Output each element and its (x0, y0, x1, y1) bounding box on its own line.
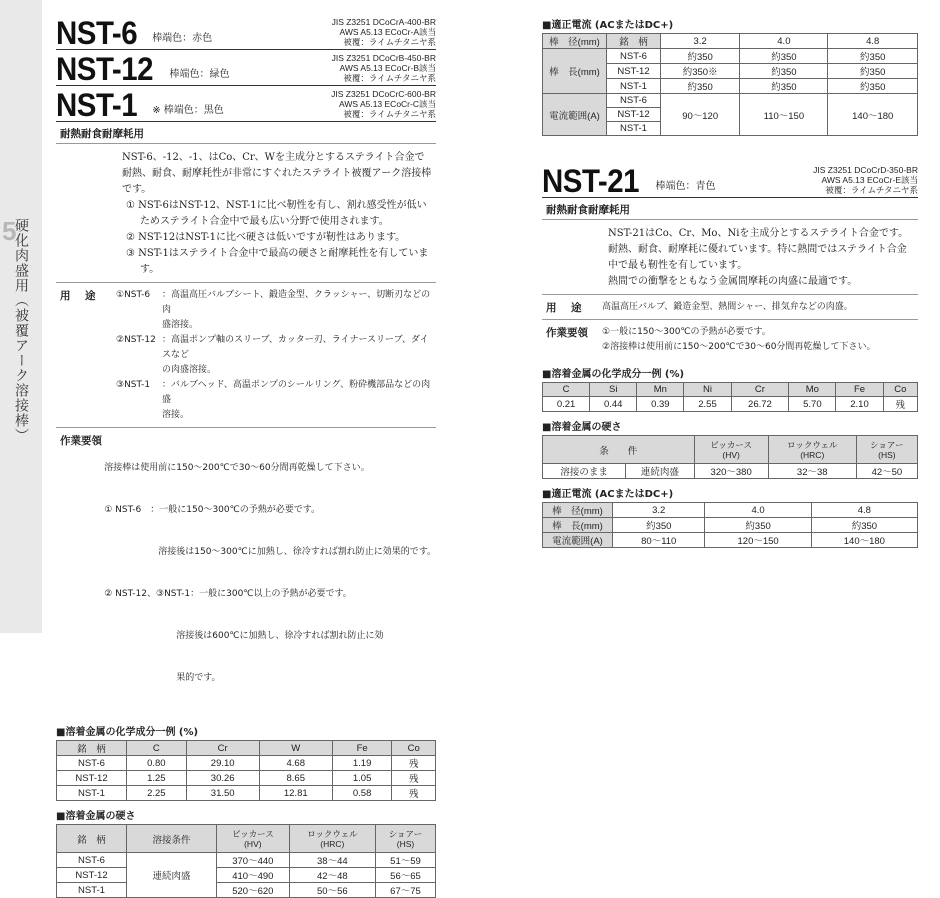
cell-dia: 4.0 (740, 34, 828, 49)
product-description (542, 220, 918, 294)
product-name: NST-21 (542, 163, 640, 199)
cell: NST-6 (57, 853, 127, 868)
th-label: ロックウェル (786, 439, 838, 450)
th-current: 電流範囲(A) (543, 94, 607, 136)
work-line: 溶接後は150～300℃に加熱し、徐冷すれば割れ防止に効果的です。 (104, 547, 436, 557)
cell: 4.68 (259, 756, 332, 771)
th-w: W (259, 741, 332, 756)
product-description (56, 144, 436, 282)
cell: 約350 (613, 518, 705, 533)
cell: 29.10 (186, 756, 259, 771)
usage-text: 高温高圧バルブ、鍛造金型、熱間シャー、排気弁などの肉盛。 (602, 302, 853, 312)
table-row (57, 868, 436, 883)
usage-text: ：高温ポンプ軸のスリーブ、カッター刃、ライナースリーブ、ダイスなど (162, 335, 429, 360)
th: Si (590, 383, 637, 397)
usage-label: 用 途 (60, 290, 98, 302)
chem-title: ■溶着金属の化学成分一例 (%) (56, 727, 199, 738)
cell: 残 (392, 771, 436, 786)
th-cr: Cr (186, 741, 259, 756)
th-brand: 銘 柄 (57, 741, 127, 756)
current-title-2: ■適正電流 (ACまたはDC+) (542, 489, 674, 500)
work-line: 溶接棒は使用前に150～200℃で30～60分間再乾燥して下さい。 (104, 463, 370, 473)
cell: 42～48 (289, 868, 375, 883)
cell-current: 90～120 (661, 94, 740, 136)
cell: NST-12 (607, 108, 661, 122)
current-table-1 (542, 33, 918, 136)
table-row (57, 853, 436, 868)
cell: 0.21 (543, 397, 590, 412)
table-row (57, 771, 436, 786)
cell: 約350 (828, 49, 918, 64)
application-subtitle: 耐熱耐食耐摩耗用 (56, 122, 436, 144)
right-column (542, 16, 918, 548)
work-content (602, 325, 918, 355)
work-label: 作業要領 (546, 327, 588, 339)
cell: NST-1 (607, 122, 661, 136)
usage-brand: ①NST-6 (116, 290, 151, 300)
cell: 溶接のまま (543, 464, 626, 479)
th-diameter: 棒 径(mm) (543, 34, 607, 49)
cell: NST-12 (57, 868, 127, 883)
product-color: ※ 棒端色：黒色 (152, 105, 224, 116)
cell: 0.39 (637, 397, 684, 412)
cell: NST-6 (607, 49, 661, 64)
th-label: ショアー (388, 828, 423, 839)
cell: 残 (392, 756, 436, 771)
usage-section (56, 282, 436, 427)
desc-point-2: ② NST-12はNST-1に比べ硬さは低いですが靭性はあります。 (126, 232, 406, 243)
th-unit: (HV) (244, 838, 262, 849)
th-vickers (217, 825, 290, 853)
product-name: NST-12 (56, 51, 154, 87)
cell: 0.58 (332, 786, 392, 801)
th-vickers (694, 436, 768, 464)
th-co: Co (392, 741, 436, 756)
table-row (543, 533, 918, 548)
product-header-nst21 (542, 162, 918, 198)
table-row (543, 503, 918, 518)
cell: 0.44 (590, 397, 637, 412)
chem-title: ■溶着金属の化学成分一例 (%) (542, 369, 685, 380)
cell: 32～38 (768, 464, 856, 479)
spec-jis: JIS Z3251 DCoCrA-400-BR (331, 17, 436, 27)
desc-paragraph: NST-21はCo、Cr、Mo、Niを主成分とするステライト合金です。耐熱、耐食、耐摩耗に優れています。特に熱間ではステライト合金中で最も靭性を有しています。 (608, 228, 909, 271)
usage-label: 用 途 (546, 302, 584, 314)
product-name: NST-6 (56, 15, 138, 51)
usage-item (116, 288, 436, 318)
product-header-nst12 (56, 50, 436, 86)
cell: 5.70 (789, 397, 836, 412)
th-label: ロックウェル (307, 828, 358, 839)
chapter-sidebar (0, 0, 42, 633)
th: Co (883, 383, 917, 397)
cell: 約350 (661, 49, 740, 64)
table-header-row (543, 436, 918, 464)
cell: 2.55 (684, 397, 731, 412)
desc-paragraph: 熱間での衝撃をともなう金属間摩耗の肉盛に最適です。 (608, 276, 858, 287)
table-header-row (57, 825, 436, 853)
th-rockwell (768, 436, 856, 464)
cell: NST-12 (607, 64, 661, 79)
cell: 140～180 (811, 533, 917, 548)
spec-coating: 被覆：ライムチタニヤ系 (825, 185, 918, 195)
cell: NST-1 (57, 883, 127, 898)
th-condition: 溶接条件 (127, 825, 217, 853)
usage-brand: ②NST-12 (116, 335, 156, 345)
product-color: 棒端色：青色 (655, 181, 716, 192)
table-row (543, 94, 918, 108)
work-section (56, 427, 436, 717)
work-line: ② NST-12、③NST-1：一般に300℃以上の予熱が必要です。 (104, 589, 352, 599)
work-label: 作業要領 (60, 435, 102, 447)
spec-jis: JIS Z3251 DCoCrD-350-BR (813, 165, 918, 175)
work-line: ①一般に150～300℃の予熱が必要です。 (602, 327, 771, 337)
cell: 3.2 (613, 503, 705, 518)
work-line: 溶接後は600℃に加熱し、徐冷すれば割れ防止に効 (104, 631, 384, 641)
cell: 1.19 (332, 756, 392, 771)
current-title-1: ■適正電流 (ACまたはDC+) (542, 20, 674, 31)
th-unit: (HRC) (800, 449, 825, 460)
table-row (543, 518, 918, 533)
work-content (104, 433, 436, 713)
desc-point-1: ① NST-6はNST-12、NST-1に比べ靭性を有し、割れ感受性が低いためステライト合金中で最も広い分野で使用されます。 (126, 200, 427, 227)
cell: 1.25 (127, 771, 187, 786)
usage-text: ：バルブヘッド、高温ポンプのシールリング、粉砕機部品などの肉盛 (162, 380, 431, 405)
cell: 2.10 (836, 397, 883, 412)
cell: 約350 (740, 49, 828, 64)
hardness-title: ■溶着金属の硬さ (542, 422, 622, 433)
usage-text-cont: 溶接。 (162, 410, 190, 420)
cell: 約350 (740, 79, 828, 94)
product-color: 棒端色：赤色 (152, 33, 213, 44)
hardness-table (542, 435, 918, 479)
cell: NST-12 (57, 771, 127, 786)
product-header-nst1 (56, 86, 436, 122)
th-unit: (HS) (878, 449, 896, 460)
work-line: 果的です。 (104, 673, 221, 683)
cell: NST-6 (607, 94, 661, 108)
spec-jis: JIS Z3251 DCoCrB-450-BR (331, 53, 436, 63)
cell: 67～75 (375, 883, 435, 898)
chem-table (542, 382, 918, 412)
table-row (57, 756, 436, 771)
th-label: ビッカース (710, 439, 752, 450)
table-row (543, 464, 918, 479)
th-rockwell (289, 825, 375, 853)
table-row (57, 883, 436, 898)
work-line: ① NST-6 ：一般に150～300℃の予熱が必要です。 (104, 505, 321, 515)
cell: 4.8 (811, 503, 917, 518)
cell: 残 (883, 397, 917, 412)
cell-current: 110～150 (740, 94, 828, 136)
cell: 520～620 (217, 883, 290, 898)
th: C (543, 383, 590, 397)
cell: 320～380 (694, 464, 768, 479)
th-length: 棒 長(mm) (543, 49, 607, 94)
cell-condition: 連続肉盛 (127, 853, 217, 898)
cell: 8.65 (259, 771, 332, 786)
cell: NST-1 (57, 786, 127, 801)
product-spec (813, 165, 918, 195)
spec-aws: AWS A5.13 ECoCr-A該当 (339, 27, 436, 37)
current-table-2 (542, 502, 918, 548)
usage-content (116, 288, 436, 423)
usage-item (116, 333, 436, 363)
cell-current: 140～180 (828, 94, 918, 136)
cell: 410～490 (217, 868, 290, 883)
th: Mn (637, 383, 684, 397)
cell: NST-1 (607, 79, 661, 94)
spec-aws: AWS A5.13 ECoCr-E該当 (821, 175, 918, 185)
th: Fe (836, 383, 883, 397)
th-c: C (127, 741, 187, 756)
cell: 42～50 (856, 464, 917, 479)
hardness-table (56, 824, 436, 898)
desc-paragraph: NST-6、-12、-1、はCo、Cr、Wを主成分とするステライト合金で耐熱、耐食、耐摩耗性が非常にすぐれたステライト被覆アーク溶接棒です。 (122, 152, 432, 195)
cell: 約350 (705, 518, 811, 533)
cell: 56～65 (375, 868, 435, 883)
th: Cr (731, 383, 789, 397)
th-shore (375, 825, 435, 853)
cell: 4.0 (705, 503, 811, 518)
product-name: NST-1 (56, 87, 138, 123)
spec-jis: JIS Z3251 DCoCrC-600-BR (331, 89, 436, 99)
chapter-title: 硬化肉盛用（被覆アーク溶接棒） (13, 218, 29, 443)
chem-table (56, 740, 436, 801)
product-spec (331, 89, 436, 119)
th-diameter: 棒 径(mm) (543, 503, 613, 518)
desc-point-3: ③ NST-1はステライト合金中で最高の硬さと耐摩耗性を有しています。 (126, 248, 429, 275)
product-header-nst6 (56, 14, 436, 50)
th-condition: 条 件 (543, 436, 695, 464)
th-fe: Fe (332, 741, 392, 756)
th: Mo (789, 383, 836, 397)
th-length: 棒 長(mm) (543, 518, 613, 533)
cell: 50～56 (289, 883, 375, 898)
work-section (542, 319, 918, 359)
cell: 1.05 (332, 771, 392, 786)
th-label: ビッカース (231, 828, 274, 839)
cell: 約350 (811, 518, 917, 533)
th-brand: 銘 柄 (57, 825, 127, 853)
cell: 0.80 (127, 756, 187, 771)
cell: 約350 (740, 64, 828, 79)
cell: 120～150 (705, 533, 811, 548)
cell-dia: 3.2 (661, 34, 740, 49)
product-spec (332, 17, 436, 47)
usage-text-cont: 盛溶接。 (162, 320, 199, 330)
th-current: 電流範囲(A) (543, 533, 613, 548)
cell: 30.26 (186, 771, 259, 786)
cell: 370～440 (217, 853, 290, 868)
cell: 約350 (828, 64, 918, 79)
usage-text-cont: の肉盛溶接。 (162, 365, 217, 375)
cell: 連続肉盛 (626, 464, 694, 479)
application-subtitle: 耐熱耐食耐摩耗用 (542, 198, 918, 220)
product-spec (332, 53, 436, 83)
cell: 残 (392, 786, 436, 801)
work-line: ②溶接棒は使用前に150～200℃で30～60分間再乾燥して下さい。 (602, 342, 876, 352)
th-brand: 銘 柄 (607, 34, 661, 49)
usage-text: ：高温高圧バルブシート、鍛造金型、クラッシャー、切断刃などの肉 (162, 290, 431, 315)
table-row (543, 397, 918, 412)
cell: 51～59 (375, 853, 435, 868)
th-unit: (HS) (396, 838, 415, 849)
product-color: 棒端色：緑色 (169, 69, 230, 80)
cell: NST-6 (57, 756, 127, 771)
cell: 2.25 (127, 786, 187, 801)
chapter-number: 5 (2, 216, 17, 246)
cell: 26.72 (731, 397, 789, 412)
th-unit: (HV) (722, 449, 740, 460)
cell: 約350※ (661, 64, 740, 79)
spec-aws: AWS A5.13 ECoCr-B該当 (339, 63, 436, 73)
th: Ni (684, 383, 731, 397)
th-label: ショアー (870, 439, 904, 450)
spec-coating: 被覆：ライムチタニヤ系 (343, 109, 436, 119)
table-header-row (543, 383, 918, 397)
cell: 38～44 (289, 853, 375, 868)
table-header-row (543, 34, 918, 49)
cell: 12.81 (259, 786, 332, 801)
usage-section (542, 294, 918, 319)
cell-dia: 4.8 (828, 34, 918, 49)
table-row (57, 786, 436, 801)
cell: 80～110 (613, 533, 705, 548)
th-shore (856, 436, 917, 464)
spec-coating: 被覆：ライムチタニヤ系 (343, 73, 436, 83)
cell: 約350 (661, 79, 740, 94)
table-row (543, 49, 918, 64)
usage-item (116, 378, 436, 408)
cell: 約350 (828, 79, 918, 94)
hardness-title: ■溶着金属の硬さ (56, 811, 136, 822)
spec-aws: AWS A5.13 ECoCr-C該当 (339, 99, 436, 109)
table-header-row (57, 741, 436, 756)
cell: 31.50 (186, 786, 259, 801)
left-column (56, 14, 436, 898)
th-unit: (HRC) (320, 838, 345, 849)
spec-coating: 被覆：ライムチタニヤ系 (343, 37, 436, 47)
usage-brand: ③NST-1 (116, 380, 151, 390)
